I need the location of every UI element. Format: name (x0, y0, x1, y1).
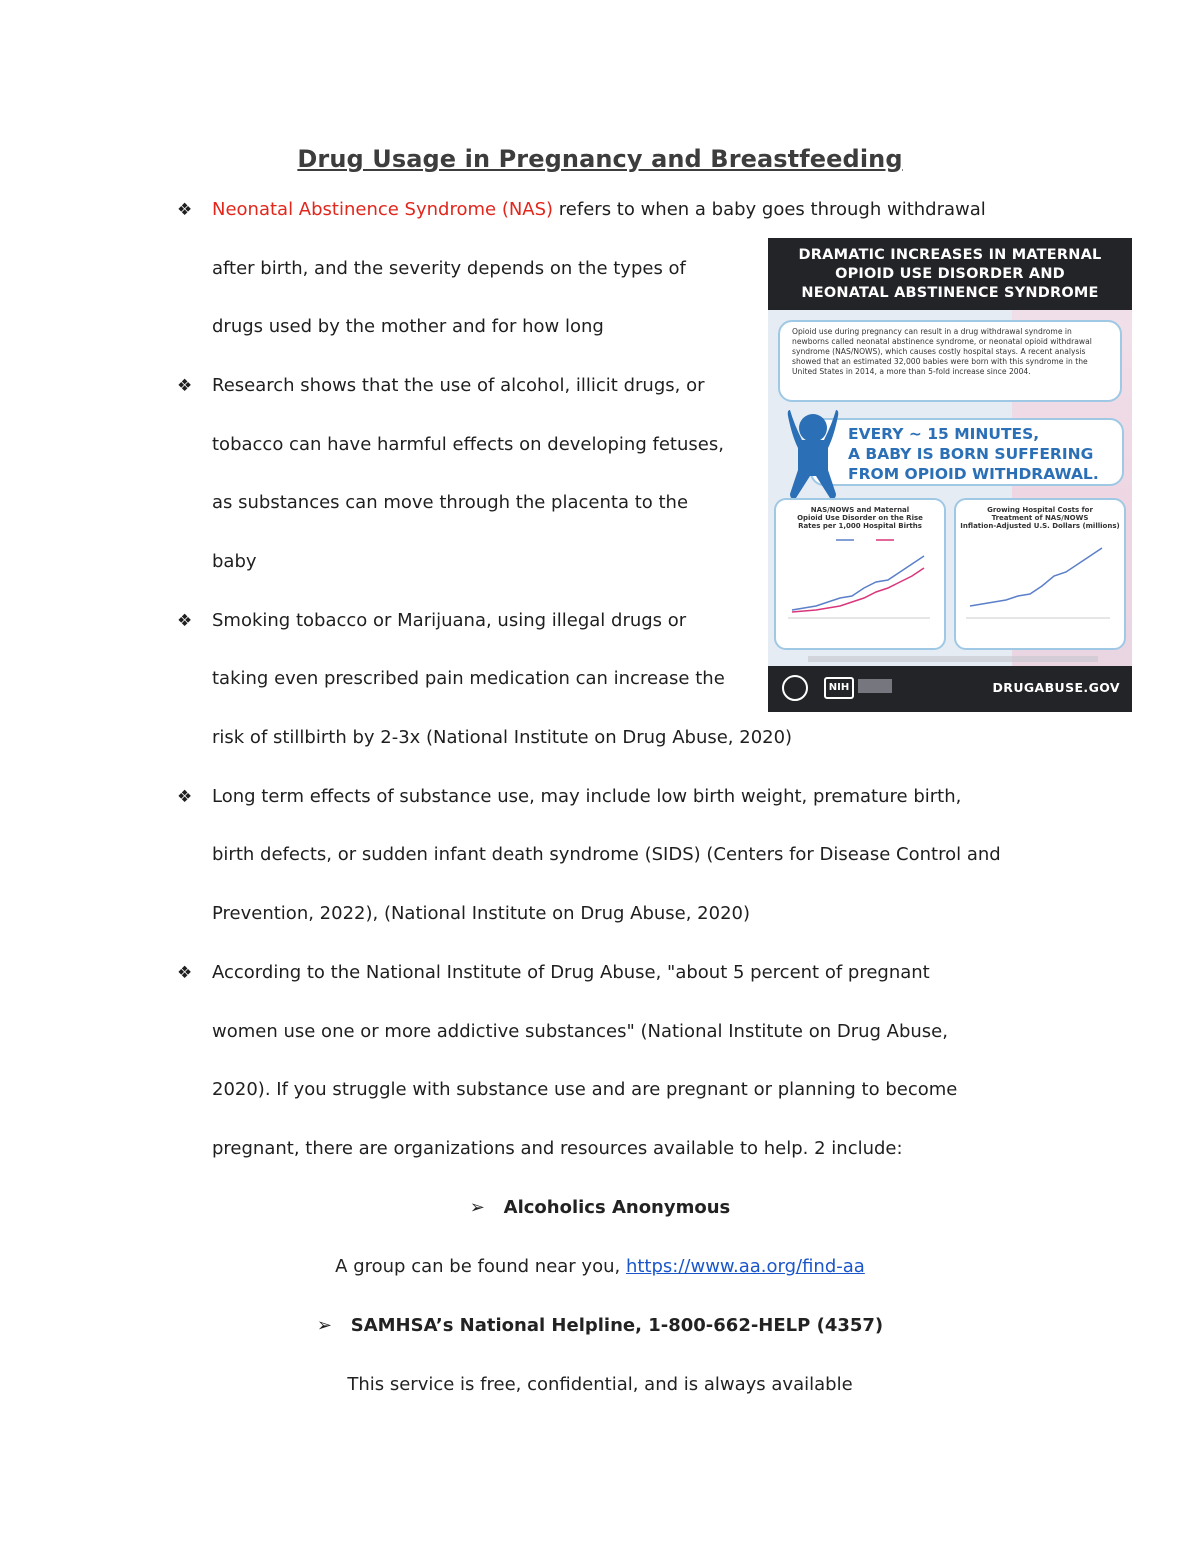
infographic-heading-line-2: OPIOID USE DISORDER AND (835, 266, 1065, 282)
resource-aa-note (0, 1255, 1200, 1279)
resource-aa-note-text: A group can be found near you, (335, 1256, 626, 1277)
cost-series-blue (970, 548, 1102, 606)
baby-icon (782, 406, 844, 502)
resource-samhsa-name: SAMHSA’s National Helpline, 1-800-662-HELP (4357) (350, 1315, 884, 1336)
nas-rate-chart (774, 498, 946, 650)
bullet-1-line-1 (212, 198, 986, 222)
bullet-5-line-1: According to the National Institute of Drug Abuse, "about 5 percent of pregnant (212, 962, 930, 983)
bullet-2-line-3: as substances can move through the placenta to the (212, 492, 689, 513)
bullet-5-line-3: 2020). If you struggle with substance use and are pregnant or planning to become (212, 1079, 958, 1100)
resource-samhsa-heading (0, 1314, 1200, 1338)
bullet-3-line-2: taking even prescribed pain medication can increase the (212, 668, 725, 689)
infographic-intro-text: Opioid use during pregnancy can result in a drug withdrawal syndrome in newborns called neonatal abstinence syndrome, or neonatal opioid withdrawal syndrome (NAS/NOWS), which causes costly hospital stays. A recent analysis showed that an estimated 32,000 babies were born with this syndrome in the United States in 2014, a more than 5-fold increase since 2004. (792, 327, 1092, 376)
bullet-3-line-1: Smoking tobacco or Marijuana, using illegal drugs or (212, 610, 687, 631)
nas-chart-title-3: Rates per 1,000 Hospital Births (798, 522, 922, 530)
aa-find-link[interactable]: https://www.aa.org/find-aa (625, 1256, 865, 1277)
resource-samhsa-note: This service is free, confidential, and is always available (347, 1374, 853, 1395)
infographic-heading-line-1: DRAMATIC INCREASES IN MATERNAL (798, 247, 1102, 263)
nih-subtitle-mark (858, 679, 892, 693)
cost-chart-title-1: Growing Hospital Costs for (987, 506, 1093, 514)
bullet-icon: ❖ (177, 611, 193, 631)
cost-chart (954, 498, 1126, 650)
drugabuse-url: DRUGABUSE.GOV (992, 680, 1120, 695)
nas-series-pink (792, 568, 924, 612)
nas-rate-chart-lines (776, 530, 944, 650)
nas-series-blue (792, 556, 924, 610)
cost-chart-line (956, 530, 1124, 650)
page-title: Drug Usage in Pregnancy and Breastfeeding (297, 145, 903, 173)
infographic-heading (768, 238, 1132, 310)
bullet-icon: ❖ (177, 787, 193, 807)
bullet-2-line-2: tobacco can have harmful effects on developing fetuses, (212, 434, 724, 455)
callout-line-1: EVERY ~ 15 MINUTES, (848, 425, 1040, 443)
bullet-icon: ❖ (177, 376, 193, 396)
nas-rate-chart-title (776, 506, 944, 530)
bullet-4-line-3: Prevention, 2022), (National Institute on Drug Abuse, 2020) (212, 903, 751, 924)
opioid-infographic (768, 238, 1132, 712)
bullet-icon: ❖ (177, 963, 193, 983)
cost-chart-title-3: Inflation-Adjusted U.S. Dollars (millions) (960, 522, 1120, 530)
resource-aa-name: Alcoholics Anonymous (503, 1197, 731, 1218)
resource-aa-heading (0, 1196, 1200, 1220)
bullet-5-line-2: women use one or more addictive substances" (National Institute on Drug Abuse, (212, 1021, 948, 1042)
nas-chart-title-1: NAS/NOWS and Maternal (810, 506, 910, 514)
bullet-1-line-2: after birth, and the severity depends on the types of (212, 258, 686, 279)
infographic-intro-box (778, 320, 1122, 402)
hhs-logo-icon (782, 675, 808, 701)
infographic-footer (768, 666, 1132, 712)
bullet-1-text: refers to when a baby goes through withdrawal (553, 199, 986, 220)
infographic-callout (848, 424, 1099, 484)
bullet-icon: ❖ (177, 200, 193, 220)
bullet-5-line-4: pregnant, there are organizations and resources available to help. 2 include: (212, 1138, 903, 1159)
infographic-heading-line-3: NEONATAL ABSTINENCE SYNDROME (801, 285, 1099, 301)
infographic-source-note (808, 656, 1098, 662)
arrow-icon: ➢ (316, 1315, 332, 1336)
cost-chart-title (956, 506, 1124, 530)
nas-chart-title-2: Opioid Use Disorder on the Rise (797, 514, 923, 522)
cost-chart-title-2: Treatment of NAS/NOWS (991, 514, 1089, 522)
bullet-4-line-1: Long term effects of substance use, may include low birth weight, premature birth, (212, 786, 962, 807)
nih-logo: NIH (824, 677, 854, 699)
arrow-icon: ➢ (469, 1197, 485, 1218)
bullet-2-line-1: Research shows that the use of alcohol, illicit drugs, or (212, 375, 705, 396)
bullet-2-line-4: baby (212, 551, 257, 572)
callout-line-3: FROM OPIOID WITHDRAWAL. (848, 465, 1099, 483)
bullet-4-line-2: birth defects, or sudden infant death syndrome (SIDS) (Centers for Disease Control and (212, 844, 1001, 865)
callout-line-2: A BABY IS BORN SUFFERING (848, 445, 1094, 463)
bullet-3-line-3: risk of stillbirth by 2-3x (National Institute on Drug Abuse, 2020) (212, 727, 793, 748)
bullet-1-line-3: drugs used by the mother and for how long (212, 316, 604, 337)
nas-highlight: Neonatal Abstinence Syndrome (NAS) (212, 199, 554, 220)
